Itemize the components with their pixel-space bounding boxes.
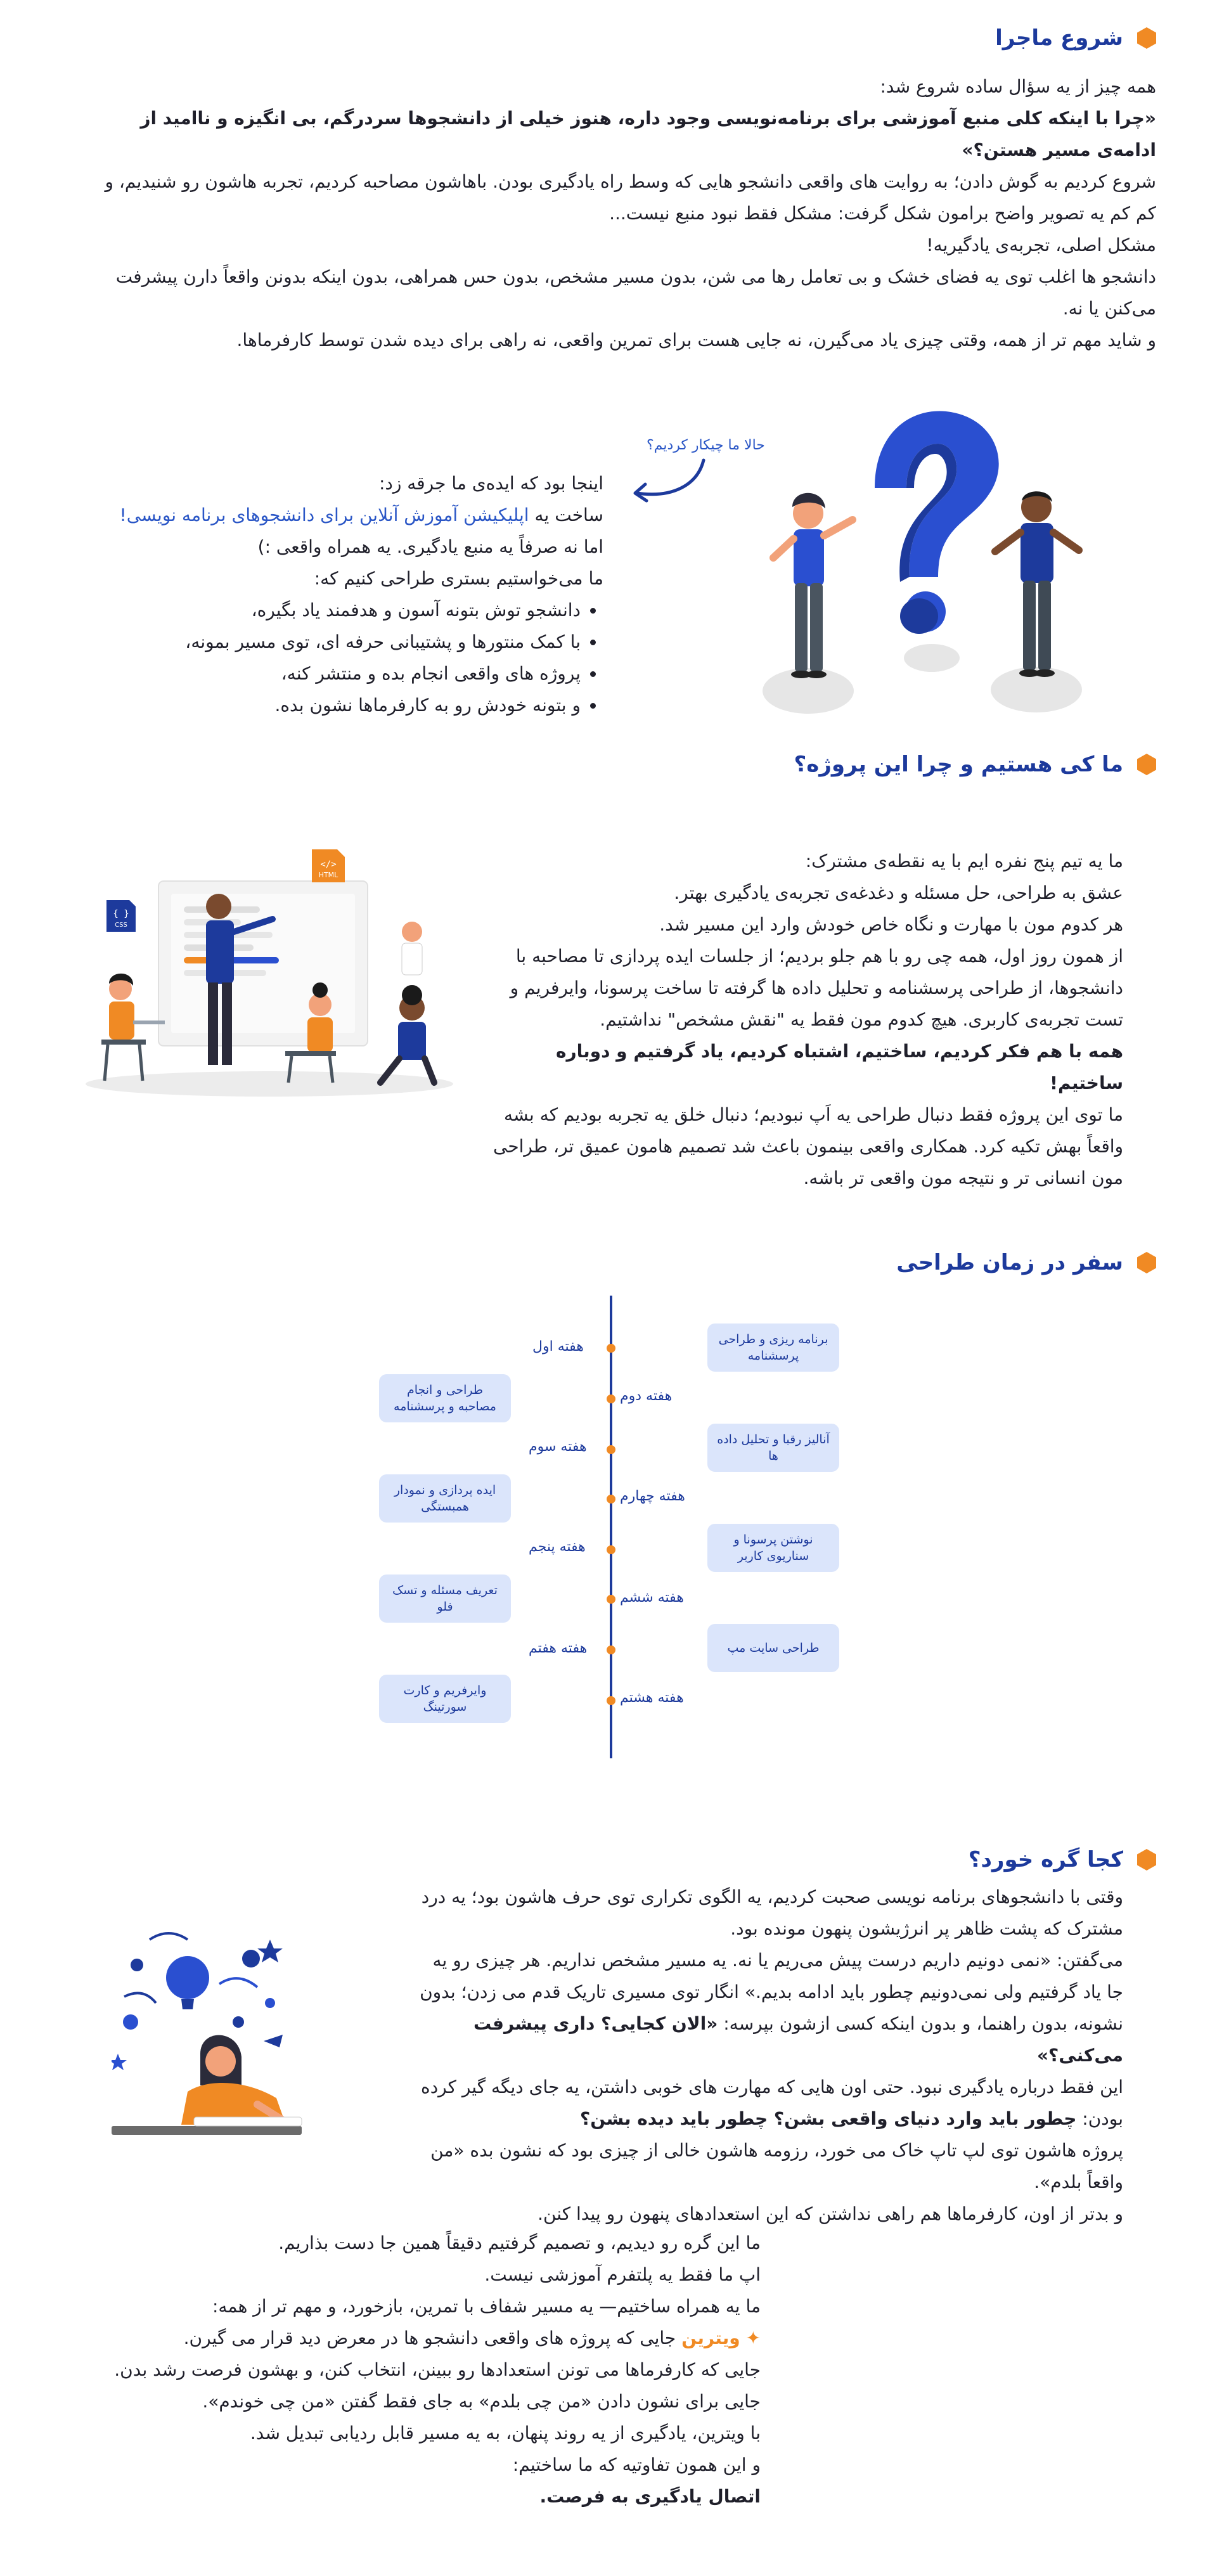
paragraph (25, 2322, 761, 2354)
section-title: سفر در زمان طراحی (896, 1250, 1123, 1275)
paragraph (420, 2071, 1123, 2135)
paragraph: ما یه همراه ساختیم— یه مسیر شفاف با تمرین، بازخورد، و مهم تر از همه: (212, 2296, 761, 2317)
timeline-dot (607, 1645, 615, 1654)
paragraph: ما توی این پروژه فقط دنبال طراحی یه اَپ نبودیم؛ دنبال خلق یه تجربه بودیم که بشه واقعاً بهش تکیه کرد. همکاری واقعی بینمون باعث شد تصمیم هامون عمیق تر، طراحی مون انسانی تر و نتیجه مون واقعی تر باشه. (493, 1104, 1123, 1188)
paragraph-bold: همه با هم فکر کردیم، ساختیم، اشتباه کردیم، یاد گرفتیم و دوباره ساختیم! (555, 1041, 1123, 1093)
paragraph: اینجا بود که ایده‌ی ما جرقه زد: (378, 473, 603, 494)
hexagon-bullet-icon (1137, 754, 1156, 775)
text-span: می‌گفتن: «نمی دونیم داریم درست پیش می‌ریم یا نه. یه مسیر مشخص نداریم. هر چیزی رو یه جا یاد گرفتیم ولی نمی‌دونیم چطور باید ادامه بدیم.» انگار توی مسیری تاریک قدم می زدن؛ بدون نشونه، بدون راهنما، و بدون اینکه کسی ازشون بپرسه: (420, 1950, 1123, 2034)
timeline-dot (607, 1696, 615, 1705)
paragraph: عشق به طراحی، حل مسئله و دغدغه‌ی تجربه‌ی یادگیری بهتر. (674, 882, 1123, 903)
paragraph: ما این گره رو دیدیم، و تصمیم گرفتیم دقیقاً همین جا دست بذاریم. (278, 2232, 761, 2253)
hexagon-bullet-icon (1137, 1252, 1156, 1273)
timeline-dot (607, 1545, 615, 1554)
paragraph: هر کدوم مون با مهارت و نگاه خاص خودش وارد این مسیر شد. (659, 914, 1123, 935)
paragraph (420, 1945, 1123, 2071)
week-label: هفته هشتم (620, 1690, 684, 1706)
list-item: • پروژه های واقعی انجام بده و منتشر کنه، (33, 658, 581, 690)
paragraph: و شاید مهم تر از همه، وقتی چیزی یاد می‌گیرن، نه جایی هست برای تمرین واقعی، نه راهی برای دیده شدن توسط کارفرماها. (236, 330, 1156, 351)
text-span-bold: «الان کجایی؟ داری پیشرفت می‌کنی؟» (473, 2013, 1123, 2066)
story-start-text (91, 71, 1156, 356)
timeline-card: نوشتن پرسونا و سناریوی کاربر (707, 1524, 839, 1572)
idea-text (33, 468, 603, 721)
paragraph: و بدتر از اون، کارفرماها هم راهی نداشتن که این استعدادهای پنهون رو پیدا کنن. (538, 2203, 1123, 2224)
paragraph: دانشجو ها اغلب توی یه فضای خشک و بی تعامل رها می شن، بدون مسیر مشخص، بدون حس همراهی، بدون اینکه بدونن واقعاً دارن پیشرفت می‌کنن یا نه. (115, 266, 1156, 319)
text-span: ساخت یه (529, 505, 603, 525)
text-span: جایی که پروژه های واقعی دانشجو ها در معرض دید قرار می گیرن. (183, 2328, 682, 2348)
section-title: کجا گره خورد؟ (968, 1847, 1123, 1872)
sparkle-icon: ✦ (745, 2328, 761, 2348)
paragraph: وقتی با دانشجوهای برنامه نویسی صحبت کردیم، یه الگوی تکراری توی حرف هاشون بود؛ یه درد مشترک که پشت ظاهر پر انرژیشون پنهون مونده بود. (421, 1886, 1123, 1939)
timeline-card: برنامه ریزی و طراحی پرسشنامه (707, 1323, 839, 1372)
paragraph: از همون روز اول، همه چی رو با هم جلو بردیم؛ از جلسات ایده پردازی تا مصاحبه با دانشجوها، از طراحی پرسشنامه و تحلیل داده ها گرفته تا ساخت پرسونا، وایرفریم و تست تجربه‌ی کاربری. هیچ کدوم مون فقط یه "نقش مشخص" نداشتیم. (510, 946, 1123, 1030)
curved-arrow-icon (628, 454, 716, 505)
timeline-dot (607, 1495, 615, 1504)
timeline-card: طراحی سایت مپ (707, 1624, 839, 1672)
section-heading-problem (969, 1847, 1156, 1872)
paragraph (33, 499, 603, 531)
closing-statement: اتصال یادگیری به فرصت. (539, 2486, 761, 2507)
section-heading-timeline (896, 1250, 1156, 1275)
hexagon-bullet-icon (1137, 1849, 1156, 1871)
timeline-dot (607, 1394, 615, 1403)
paragraph: اپ ما فقط یه پلتفرم آموزشی نیست. (484, 2264, 761, 2285)
list-item: • و بتونه خودش رو به کارفرماها نشون بده. (33, 690, 581, 721)
html-badge-label: HTML (318, 871, 338, 879)
text-span: این فقط درباره یادگیری نبود. حتی اون هایی که مهارت های خوبی داشتن، یه جای دیگه گیر کرده بودن: (421, 2077, 1123, 2129)
solution-text (25, 2227, 761, 2513)
timeline-axis (610, 1296, 612, 1758)
paragraph: و این همون تفاوتیه که ما ساختیم: (512, 2454, 761, 2475)
problem-text (420, 1881, 1123, 2230)
paragraph: جایی برای نشون دادن «من چی بلدم» به جای فقط گفتن «من چی خوندم». (202, 2391, 761, 2412)
goals-list (33, 595, 603, 721)
paragraph: با ویترین، یادگیری از یه روند پنهان، به یه مسیر قابل ردیابی تبدیل شد. (250, 2423, 761, 2444)
paragraph: ما یه تیم پنج نفره ایم با یه نقطه‌ی مشترک: (805, 851, 1123, 872)
text-span-bold: چطور باید وارد دنیای واقعی بشن؟ چطور باید دیده بشن؟ (580, 2108, 1077, 2129)
week-label: هفته اول (532, 1339, 584, 1355)
svg-text:{ }: { } (113, 909, 129, 919)
week-label: هفته هفتم (529, 1640, 588, 1656)
hexagon-bullet-icon (1137, 27, 1156, 49)
section-heading-story-start (995, 25, 1156, 51)
timeline-dot (607, 1445, 615, 1454)
student-thinking-illustration (112, 1927, 352, 2142)
week-label: هفته ششم (620, 1590, 684, 1606)
week-label: هفته سوم (529, 1439, 587, 1455)
section-title: ما کی هستیم و چرا این پروژه؟ (794, 752, 1123, 777)
paragraph: مشکل اصلی، تجربه‌ی یادگیریه! (926, 235, 1156, 255)
timeline-card: وایرفریم و کارت سورتینگ (379, 1675, 511, 1723)
css-badge-label: CSS (115, 922, 127, 929)
timeline-card: طراحی و انجام مصاحبه و پرسشنامه (379, 1374, 511, 1422)
paragraph: همه چیز از یه سؤال ساده شروع شد: (880, 76, 1156, 97)
paragraph: اما نه صرفاً یه منبع یادگیری. یه همراه واقعی :) (257, 536, 603, 557)
section-heading-who-we-are (794, 752, 1156, 777)
week-label: هفته پنجم (529, 1539, 586, 1555)
vitrin-brand: ویترین (681, 2328, 740, 2348)
paragraph: ما می‌خواستیم بستری طراحی کنیم که: (314, 568, 603, 589)
section-title: شروع ماجرا (995, 25, 1123, 51)
timeline-card: تعریف مسئله و تسک فلو (379, 1575, 511, 1623)
timeline-card: آنالیز رقبا و تحلیل داده ها (707, 1424, 839, 1472)
week-label: هفته دوم (620, 1388, 673, 1404)
timeline-dot (607, 1344, 615, 1353)
css-badge (106, 900, 136, 932)
list-item: • دانشجو توش بتونه آسون و هدفمند یاد بگیره، (33, 595, 581, 626)
arrow-label: حالا ما چیکار کردیم؟ (647, 437, 765, 453)
key-question: «چرا با اینکه کلی منبع آموزشی برای برنامه‌نویسی وجود داره، هنوز خیلی از دانشجوها سردرگم، بی انگیزه و ناامید از ادامه‌ی مسیر هستن؟» (140, 108, 1156, 160)
week-label: هفته چهارم (620, 1488, 685, 1504)
team-illustration (82, 843, 456, 1103)
paragraph: پروژه هاشون توی لپ تاپ خاک می خورد، رزومه هاشون خالی از چیزی بود که نشون بده «من واقعاً بلدم». (430, 2140, 1123, 2193)
timeline-dot (607, 1595, 615, 1604)
list-item: • با کمک منتورها و پشتیبانی حرفه ای، توی مسیر بمونه، (33, 626, 581, 658)
paragraph: جایی که کارفرماها می تونن استعدادها رو ببینن، انتخاب کنن، و بهشون فرصت رشد بدن. (114, 2359, 761, 2380)
team-text (489, 846, 1123, 1194)
confused-people-illustration (748, 393, 1128, 723)
html-badge (312, 849, 345, 882)
paragraph: شروع کردیم به گوش دادن؛ به روایت های واقعی دانشجو هایی که وسط راه یادگیری بودن. باهاشون مصاحبه کردیم، تجربه هاشون رو شنیدیم، و کم کم یه تصویر واضح برامون شکل گرفت: مشکل فقط نبود منبع نیست... (105, 171, 1156, 224)
timeline-card: ایده پردازی و نمودار همبستگی (379, 1474, 511, 1523)
app-highlight-link: اپلیکیشن آموزش آنلاین برای دانشجوهای برنامه نویسی! (119, 505, 529, 525)
svg-text:</>: </> (320, 860, 337, 870)
